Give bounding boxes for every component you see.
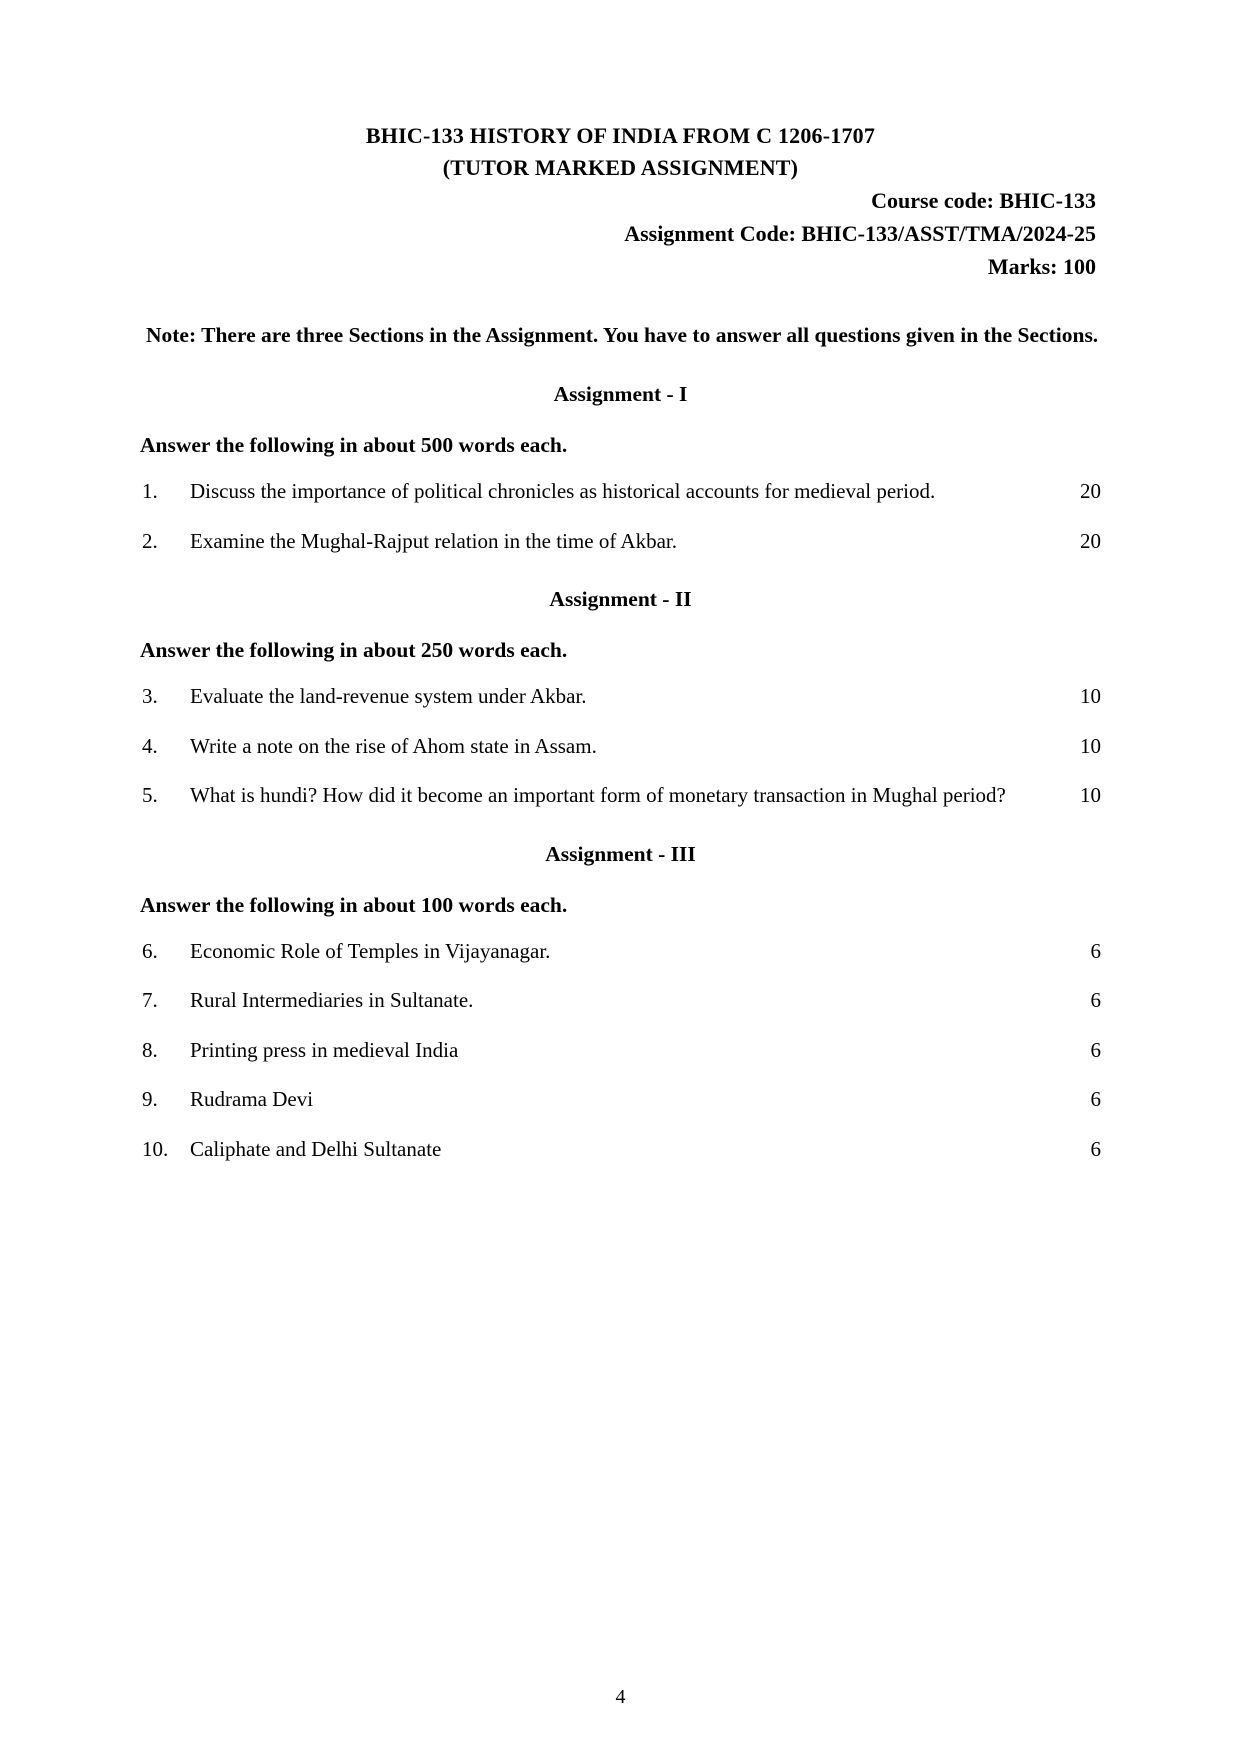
assignment-code: Assignment Code: BHIC-133/ASST/TMA/2024-25 bbox=[624, 220, 1096, 246]
question-text: Rural Intermediaries in Sultanate. bbox=[190, 988, 474, 1013]
question-marks: 20 bbox=[1080, 528, 1101, 553]
question-row bbox=[140, 526, 1101, 558]
question-number: 6. bbox=[142, 938, 158, 963]
question-text: Caliphate and Delhi Sultanate bbox=[190, 1136, 442, 1161]
question-marks: 20 bbox=[1080, 479, 1101, 504]
question-text: Economic Role of Temples in Vijayanagar. bbox=[190, 938, 551, 963]
section-instruction: Answer the following in about 100 words each. bbox=[140, 892, 568, 917]
question-row bbox=[140, 985, 1101, 1017]
document-title-line-2: (TUTOR MARKED ASSIGNMENT) bbox=[442, 154, 799, 180]
question-row bbox=[140, 1084, 1101, 1116]
question-number: 1. bbox=[142, 479, 158, 504]
page-number: 4 bbox=[615, 1686, 626, 1708]
question-marks: 6 bbox=[1090, 988, 1101, 1013]
question-row bbox=[140, 780, 1101, 812]
question-number: 5. bbox=[142, 783, 158, 808]
total-marks: Marks: 100 bbox=[987, 253, 1096, 279]
question-text: Write a note on the rise of Ahom state in Assam. bbox=[190, 733, 597, 758]
question-text: Examine the Mughal-Rajput relation in the time of Akbar. bbox=[190, 528, 677, 553]
question-text: Discuss the importance of political chronicles as historical accounts for medieval period. bbox=[190, 479, 936, 504]
section-instruction: Answer the following in about 500 words each. bbox=[140, 433, 568, 458]
question-row bbox=[140, 1134, 1101, 1166]
question-row bbox=[140, 936, 1101, 968]
question-text: Evaluate the land-revenue system under Akbar. bbox=[190, 684, 587, 709]
question-row bbox=[140, 681, 1101, 713]
document-title-line-1: BHIC-133 HISTORY OF INDIA FROM C 1206-1707 bbox=[365, 123, 876, 148]
section-heading: Assignment - II bbox=[549, 587, 692, 612]
question-marks: 6 bbox=[1090, 1037, 1101, 1062]
question-number: 10. bbox=[142, 1136, 169, 1161]
course-code: Course code: BHIC-133 bbox=[871, 187, 1096, 213]
sections-container bbox=[140, 382, 1101, 1165]
section-instruction: Answer the following in about 250 words each. bbox=[140, 638, 568, 663]
question-number: 4. bbox=[142, 733, 158, 758]
question-text: Printing press in medieval India bbox=[190, 1037, 459, 1062]
question-row bbox=[140, 731, 1101, 763]
section-heading: Assignment - I bbox=[553, 382, 688, 407]
question-text: What is hundi? How did it become an important form of monetary transaction in Mughal period? bbox=[190, 783, 1006, 808]
question-marks: 6 bbox=[1090, 1087, 1101, 1112]
question-number: 2. bbox=[142, 528, 158, 553]
question-marks: 10 bbox=[1080, 733, 1101, 758]
question-marks: 6 bbox=[1090, 938, 1101, 963]
question-marks: 10 bbox=[1080, 684, 1101, 709]
assignment-note: Note: There are three Sections in the Assignment. You have to answer all questions given in the Sections. bbox=[146, 322, 1099, 347]
question-row bbox=[140, 476, 1101, 508]
question-text: Rudrama Devi bbox=[190, 1087, 314, 1112]
question-row bbox=[140, 1035, 1101, 1067]
section-heading: Assignment - III bbox=[545, 841, 696, 866]
question-number: 9. bbox=[142, 1087, 158, 1112]
question-marks: 10 bbox=[1080, 783, 1101, 808]
question-number: 8. bbox=[142, 1037, 158, 1062]
question-marks: 6 bbox=[1090, 1136, 1101, 1161]
question-number: 7. bbox=[142, 988, 158, 1013]
question-number: 3. bbox=[142, 684, 158, 709]
